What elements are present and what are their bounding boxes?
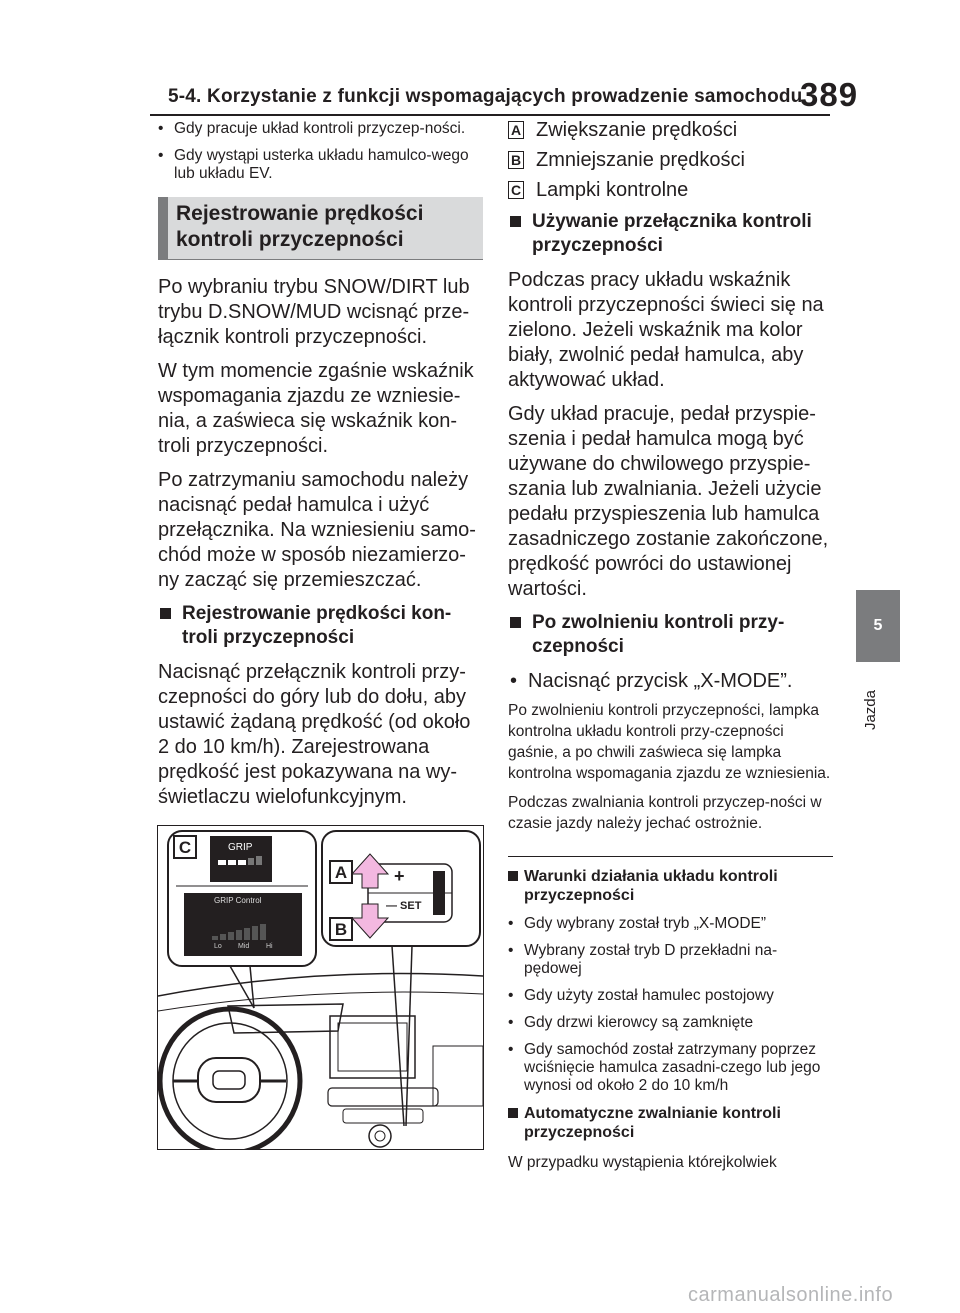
label-row-c — [508, 180, 833, 200]
label-text: Lampki kontrolne — [536, 179, 689, 201]
label-text: Zwiększanie prędkości — [536, 119, 738, 141]
callout-c: C — [178, 838, 192, 857]
page-number: 389 — [800, 76, 859, 113]
paragraph: Po zatrzymaniu samochodu należy nacisnąć pedał hamulca i użyć przełącznika. Na wzniesieniu samo-chód może w sposób niezamierzo-ny zacząć się przemieszczać. — [158, 469, 476, 591]
paragraph: W przypadku wystąpienia którejkolwiek — [508, 1154, 777, 1171]
paragraph: W tym momencie zgaśnie wskaźnik wspomagania zjazdu ze wzniesie-nia, a zaświeca się wskaźnik kon-troli przyczepności. — [158, 360, 474, 457]
list-item: • Gdy drzwi kierowcy są zamknięte — [508, 1014, 833, 1032]
subheading: Używanie przełącznika kontroli przyczepności — [508, 210, 833, 258]
paragraph: Nacisnąć przełącznik kontroli przy-czepności do góry lub do dołu, aby ustawić żądaną prędkość (od około 2 do 10 km/h). Zarejestrowana prędkość jest pokazywana na wy-świetlaczu wielofunkcyjnym. — [158, 661, 471, 808]
dashboard-drawing — [158, 826, 483, 1149]
paragraph: Gdy układ pracuje, pedał przyspie-szenia i pedał hamulca mogą być używane do chwilowego przyspie-szania lub zwalniania. Jeżeli użycie pedału przyspieszenia lub hamulca zasadniczego zostanie zakończone, prędkość powróci do ustawionej wartości. — [508, 403, 829, 600]
paragraph: Po zwolnieniu kontroli przyczepności, lampka kontrolna układu kontroli przy-czepności gaśnie, a po chwili zaświeca się lampka kontrolna wspomagania zjazdu ze wzniesienia. — [508, 702, 831, 782]
paragraph: Podczas pracy układu wskaźnik kontroli przyczepności świeci się na zielono. Jeżeli wskaźnik ma kolor biały, zwolnić pedał hamulca, aby aktywować układ. — [508, 269, 824, 391]
watermark: carmanualsonline.info — [688, 1284, 894, 1306]
paragraph: Podczas zwalniania kontroli przyczep-ności w czasie jazdy należy jechać ostrożnie. — [508, 794, 822, 832]
list-item: • Gdy wystąpi usterka układu hamulco-wego lub układu EV. — [158, 147, 483, 183]
label-letter: A — [508, 121, 524, 139]
chapter-tab — [856, 590, 900, 662]
header-rule — [150, 114, 830, 116]
list-item: • Gdy pracuje układ kontroli przyczep-ności. — [158, 120, 483, 138]
list-item: • Gdy użyty został hamulec postojowy — [508, 987, 833, 1005]
scale-mid: Mid — [238, 943, 250, 950]
label-row-b — [508, 150, 833, 170]
section-heading: Rejestrowanie prędkości kontroli przyczepności — [158, 197, 483, 260]
section-rule — [508, 856, 833, 857]
set-label: — SET — [386, 900, 422, 912]
subheading: Warunki działania układu kontroli przyczepności — [508, 867, 833, 905]
chapter-number: 5 — [873, 617, 883, 634]
paragraph: Po wybraniu trybu SNOW/DIRT lub trybu D.SNOW/MUD wcisnąć prze-łącznik kontroli przyczepności. — [158, 276, 470, 348]
label-row-a — [508, 120, 833, 140]
dashboard-illustration — [157, 825, 484, 1150]
scale-lo: Lo — [214, 943, 222, 950]
scale-hi: Hi — [266, 943, 273, 950]
list-item: • Wybrany został tryb D przekładni na-pędowej — [508, 942, 833, 978]
left-column — [158, 120, 483, 819]
subheading: Automatyczne zwalnianie kontroli przyczepności — [508, 1104, 833, 1142]
grip-label: GRIP — [228, 842, 253, 853]
subheading: Rejestrowanie prędkości kon-troli przyczepności — [158, 602, 483, 650]
section-title: 5-4. Korzystanie z funkcji wspomagających prowadzenie samochodu — [168, 86, 803, 107]
grip-control-label: GRIP Control — [214, 896, 262, 905]
callout-b: B — [334, 920, 348, 939]
label-text: Zmniejszanie prędkości — [536, 149, 745, 171]
plus-label: + — [394, 866, 405, 886]
list-item: • Nacisnąć przycisk „X-MODE”. — [508, 669, 833, 694]
list-item: • Gdy wybrany został tryb „X-MODE” — [508, 915, 833, 933]
right-column — [508, 120, 833, 1181]
label-letter: B — [508, 151, 524, 169]
list-item: • Gdy samochód został zatrzymany poprzez wciśnięcie hamulca zasadni-czego lub jego wynosi od około 2 do 10 km/h — [508, 1041, 833, 1095]
callout-a: A — [334, 863, 348, 882]
chapter-label: Jazda — [862, 690, 879, 731]
subheading: Po zwolnieniu kontroli przy-czepności — [508, 611, 833, 659]
label-letter: C — [508, 181, 524, 199]
